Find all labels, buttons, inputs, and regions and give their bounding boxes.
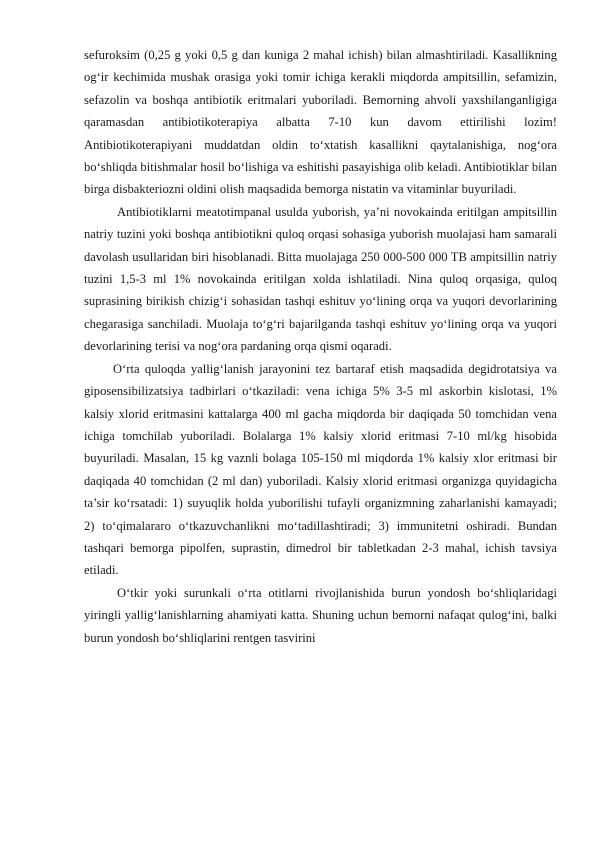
paragraph-meatotympanal-method: Antibiotiklarni meatotimpanal usulda yuborish, ya’ni novokainda eritilgan ampitsillin natriy tuzini yoki boshqa antibiotikni quloq orqasi sohasiga yuborish muolajasi ham samarali davolash usullaridan biri hisoblanadi. Bitta muolajaga 250 000-500 000 TB ampitsillin natriy tuzini 1,5-3 ml 1% novokainda eritilgan xolda ishlatiladi. Nina quloq orqasiga, quloq suprasining birikish chizig‘i sohasidan tashqi eshituv yo‘lining orqa va yuqori devorlarining chegarasiga sanchiladi. Muolaja to‘g‘ri bajarilganda tashqi eshituv yo‘lining orqa va yuqori devorlarining terisi va nog‘ora pardaning orqa qismi oqaradi. xyxy=(84,204,557,354)
paragraph-antibiotic-continuation: sefuroksim (0,25 g yoki 0,5 g dan kuniga 2 mahal ichish) bilan almashtiriladi. Kasallikning og‘ir kechimida mushak orasiga yoki tomir ichiga kerakli miqdorda ampitsillin, sefamizin, sefazolin va boshqa antibiotik eritmalari yuboriladi. Bemorning ahvoli yaxshilanganligiga qaramasdan antibiotikoterapiya albatta 7-10 kun davom ettirilishi lozim! Antibiotikoterapiyani muddatdan oldin to‘xtatish kasallikni qaytalanishiga, nog‘ora bo‘shliqda bitishmalar hosil bo‘lishiga va eshitishi pasayishiga olib keladi. Antibiotiklar bilan birga disbakteriozni oldini olish maqsadida bemorga nistatin va vitaminlar buyuriladi. xyxy=(84,48,557,197)
paragraph-dehydration-therapy: O‘rta quloqda yallig‘lanish jarayonini tez bartaraf etish maqsadida degidrotatsiya va giposensibilizatsiya tadbirlari o‘tkaziladi: vena ichiga 5% 3-5 ml askorbin kislotasi, 1% kalsiy xlorid eritmasini kattalarga 400 ml gacha miqdorda bir daqiqada 50 tomchidan vena ichiga tomchilab yuboriladi. Bolalarga 1% kalsiy xlorid eritmasi 7-10 ml/kg hisobida buyuriladi. Masalan, 15 kg vaznli bolaga 105-150 ml miqdorda 1% kalsiy xlor eritmasi bir daqiqada 40 tomchidan (2 ml dan) yuboriladi. Kalsiy xlorid eritmasi organizga quyidagicha ta’sir ko‘rsatadi: 1) suyuqlik holda yuborilishi tufayli organizmning zaharlanishi kamayadi; 2) to‘qimalararo o‘tkazuvchanlikni mo‘tadillashtiradi; 3) immunitetni oshiradi. Bundan tashqari bemorga pipolfen, suprastin, dimedrol bir tabletkadan 2-3 mahal, ichish tavsiya etiladi. xyxy=(84,361,557,578)
document-page xyxy=(84,44,557,649)
paragraph-sinus-inflammation: O‘tkir yoki surunkali o‘rta otitlarni rivojlanishida burun yondosh bo‘shliqlaridagi yiringli yallig‘lanishlarning ahamiyati katta. Shuning uchun bemorni nafaqat qulog‘ini, balki burun yondosh bo‘shliqlarini rentgen tasvirini xyxy=(84,585,557,645)
